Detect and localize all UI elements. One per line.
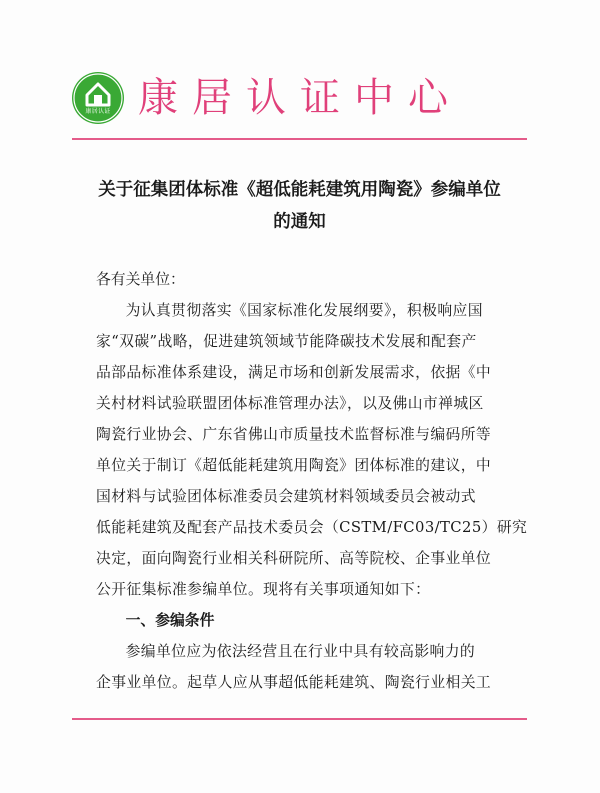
paragraph-1-line: 陶瓷行业协会、广东省佛山市质量技术监督标准与编码所等 [96,426,492,443]
footer-divider [72,718,527,720]
document-body [96,264,528,698]
paragraph-2-line: 企事业单位。起草人应从事超低能耗建筑、陶瓷行业相关工 [96,674,492,691]
title-line-1: 关于征集团体标准《超低能耗建筑用陶瓷》参编单位 [98,180,501,200]
section-1-heading: 一、参编条件 [125,612,215,629]
paragraph-1 [96,295,528,605]
paragraph-1-line: 家“双碳”战略，促进建筑领域节能降碳技术发展和配套产 [96,333,477,350]
salutation: 各有关单位： [96,271,185,288]
paragraph-1-line: 品部品标准体系建设，满足市场和创新发展需求，依据《中 [96,364,492,381]
letterhead [72,68,462,128]
paragraph-1-line: 公开征集标准参编单位。现将有关事项通知如下： [96,581,431,598]
organization-name: 康居认证中心 [138,75,462,121]
paragraph-1-line: 关村材料试验联盟团体标准管理办法》，以及佛山市禅城区 [96,395,484,412]
paragraph-1-line: 国材料与试验团体标准委员会建筑材料领域委员会被动式 [96,488,476,505]
paragraph-2 [96,636,511,698]
house-logo-graphic [72,72,124,124]
paragraph-2-line: 参编单位应为依法经营且在行业中具有较高影响力的 [125,643,476,660]
paragraph-1-line: 低能耗建筑及配套产品技术委员会（CSTM/FC03/TC25）研究 [96,519,528,536]
paragraph-1-line: 单位关于制订《超低能耗建筑用陶瓷》团体标准的建议，中 [96,457,492,474]
logo-caption: 康居认证 [85,108,111,115]
title-line-2: 的通知 [273,212,326,232]
paragraph-1-line: 决定，面向陶瓷行业相关科研院所、高等院校、企事业单位 [96,550,492,567]
header-divider [72,138,527,140]
document-title [72,174,527,238]
house-logo-icon [72,72,124,124]
paragraph-1-line: 为认真贯彻落实《国家标准化发展纲要》，积极响应国 [125,302,483,319]
